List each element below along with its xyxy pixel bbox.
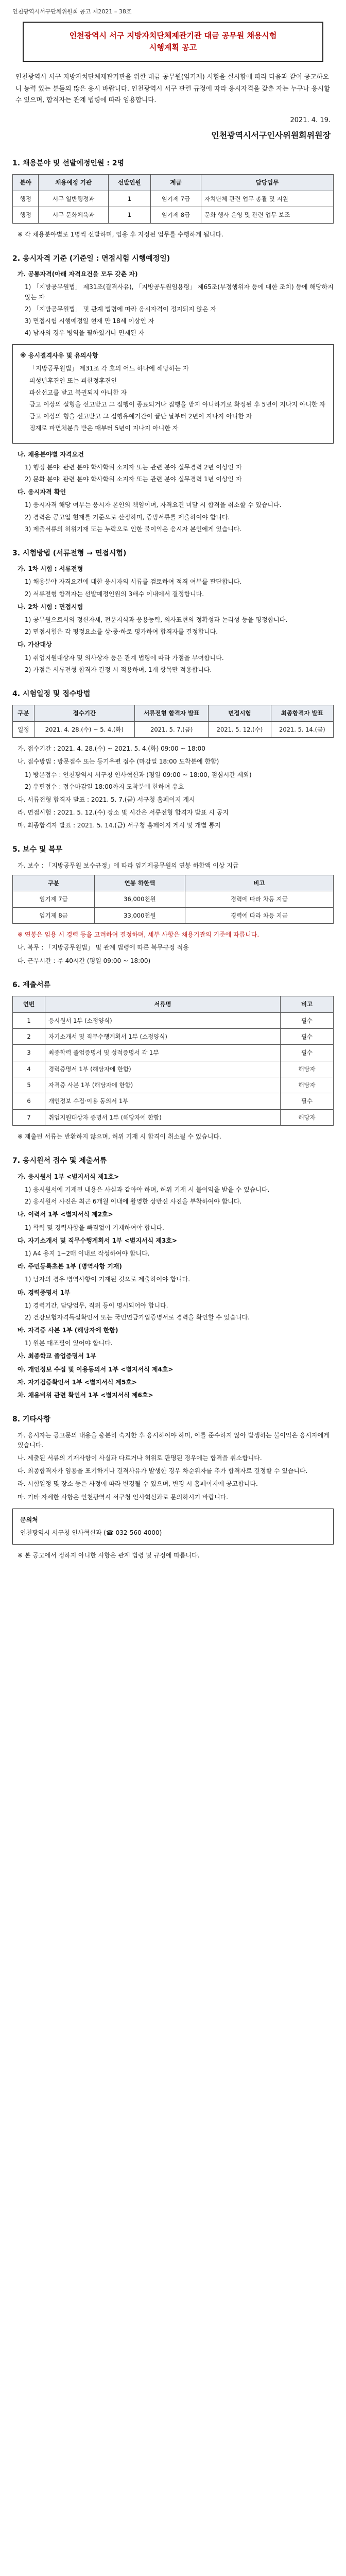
- list-item: 1) A4 용지 1~2매 이내로 작성하여야 합니다.: [25, 1249, 150, 1257]
- table-cell: 자치단체 관련 업무 총괄 및 지원: [201, 191, 334, 207]
- list-item: 피성년후견인 또는 피한정후견인: [29, 377, 117, 384]
- table-cell: 응시원서 1부 (소정양식): [45, 1012, 281, 1028]
- col-header: 계급: [151, 175, 201, 191]
- col-header: 접수기간: [34, 705, 134, 721]
- title-box: [23, 22, 323, 62]
- list-item: 마. 기타 자세한 사항은 인천광역시 서구청 인사혁신과로 문의하시기 바랍니다.: [18, 1493, 229, 1501]
- table-cell: 행정: [13, 191, 39, 207]
- list-item: 1) 공무원으로서의 정신자세, 전문지식과 응용능력, 의사표현의 정확성과 논리성 등을 평정합니다.: [25, 616, 288, 624]
- list-item: 1) 남자의 경우 병역사항이 기재된 것으로 제출하여야 합니다.: [25, 1276, 191, 1283]
- section-1-title: 1. 채용분야 및 선발예정인원 : 2명: [12, 159, 125, 167]
- list-item: 마. 경력증명서 1부: [18, 1289, 71, 1296]
- col-header: 면접시험: [209, 705, 271, 721]
- table-cell: 3: [13, 1045, 45, 1061]
- list-item: 라. 시험일정 및 장소 등은 사정에 따라 변경될 수 있으며, 변경 시 홈페이지에 공고합니다.: [18, 1480, 258, 1488]
- list-item: 가. 1차 시험 : 서류전형: [18, 565, 83, 573]
- col-header: 서류명: [45, 996, 281, 1012]
- table-row: [13, 721, 334, 737]
- recruitment-table: [12, 174, 334, 223]
- col-header: 구분: [13, 705, 34, 721]
- table-cell: 경력에 따라 차등 지급: [185, 907, 333, 923]
- table-cell: 취업지원대상자 증명서 1부 (해당자에 한함): [45, 1109, 281, 1125]
- col-header: 분야: [13, 175, 39, 191]
- table-cell: 2: [13, 1028, 45, 1044]
- table-row: [13, 907, 334, 923]
- list-item: 나. 접수방법 : 방문접수 또는 등기우편 접수 (마감일 18:00 도착분에 한함): [18, 758, 219, 766]
- table-cell: 4: [13, 1061, 45, 1077]
- table-row: [13, 1077, 334, 1093]
- table-cell: 임기제 8급: [13, 907, 95, 923]
- section-6-note: ※ 제출된 서류는 반환하지 않으며, 허위 기재 시 합격이 취소될 수 있습니다.: [18, 1133, 221, 1141]
- list-item: 1) 채용분야 자격요건에 대한 응시자의 서류를 검토하여 적격 여부를 판단합니다.: [25, 578, 242, 586]
- table-cell: 5: [13, 1077, 45, 1093]
- list-item: 나. 제출된 서류의 기재사항이 사실과 다르거나 허위로 판명된 경우에는 합격을 취소합니다.: [18, 1454, 262, 1462]
- table-cell: 경력증명서 1부 (해당자에 한함): [45, 1061, 281, 1077]
- list-item: 다. 가산대상: [18, 641, 52, 649]
- list-item: 4) 남자의 경우 병역을 필하였거나 면제된 자: [25, 329, 145, 337]
- col-header: 최종합격자 발표: [271, 705, 333, 721]
- list-item: 1) 응시원서에 기재된 내용은 사실과 같아야 하며, 허위 기재 시 불이익을 받을 수 있습니다.: [25, 1186, 270, 1194]
- table-cell: 6: [13, 1093, 45, 1109]
- table-cell: 1: [13, 1012, 45, 1028]
- list-item: 나. 2차 시험 : 면접시험: [18, 603, 83, 611]
- list-item: 바. 자격증 사본 1부 (해당자에 한함): [18, 1327, 118, 1334]
- intro-text: 인천광역시 서구 지방자치단체제관기관을 위한 대금 공무원(임기제) 시험을 실시함에 따라 다음과 같이 공고하오니 능력 있는 분들의 많은 응시 바랍니다. 인천광역시 서구 관련 규정에 따라 응시자격을 갖춘 자는 누구나 응시할 수 있으며, 합격자는 관계 법령에 따라 임용합니다.: [15, 73, 330, 104]
- col-header: 비고: [281, 996, 334, 1012]
- section-1-note: ※ 각 채용분야별로 1명씩 선발하며, 임용 후 지정된 업무를 수행하게 됩니다.: [18, 230, 223, 238]
- list-item: 사. 최종학교 졸업증명서 1부: [18, 1352, 96, 1360]
- issuing-organization: 인천광역시서구인사위원회위원장: [211, 130, 331, 141]
- list-item: 1) 학력 및 경력사항을 빠짐없이 기재하여야 합니다.: [25, 1224, 164, 1231]
- closing-note: ※ 본 공고에서 정하지 아니한 사항은 관계 법령 및 규정에 따릅니다.: [18, 1552, 200, 1560]
- section-8-title: 8. 기타사항: [12, 1415, 51, 1424]
- list-item: 2) 건강보험자격득실확인서 또는 국민연금가입증명서로 경력을 확인할 수 있습니다.: [25, 1313, 250, 1321]
- list-item: 가. 응시자는 공고문의 내용을 충분히 숙지한 후 응시하여야 하며, 이를 준수하지 않아 발생하는 불이익은 응시자에게 있습니다.: [18, 1431, 330, 1449]
- table-row: [13, 1061, 334, 1077]
- table-cell: 해당자: [281, 1061, 334, 1077]
- col-header: 구분: [13, 875, 95, 891]
- table-cell: 필수: [281, 1045, 334, 1061]
- section-2-title: 2. 응시자격 기준 (기준일 : 면접시험 시행예정일): [12, 254, 170, 263]
- table-row: [13, 1012, 334, 1028]
- table-cell: 서구 문화체육과: [39, 207, 108, 223]
- list-item: 나. 이력서 1부 <별지서식 제2호>: [18, 1211, 113, 1218]
- list-item: 1) 방문접수 : 인천광역시 서구청 인사혁신과 (평일 09:00 ~ 18:00, 점심시간 제외): [25, 771, 252, 778]
- table-row: [13, 207, 334, 223]
- list-item: 다. 자기소개서 및 직무수행계획서 1부 <별지서식 제3호>: [18, 1236, 177, 1244]
- table-cell: 1: [108, 191, 150, 207]
- list-item: 나. 채용분야별 자격요건: [18, 450, 84, 458]
- list-item: 2) 응시원서 사진은 최근 6개월 이내에 촬영한 상반신 사진을 부착하여야 합니다.: [25, 1198, 242, 1206]
- col-header: 담당업무: [201, 175, 334, 191]
- table-cell: 2021. 4. 28.(수) ~ 5. 4.(화): [34, 721, 134, 737]
- notice-number: 인천광역시서구단체위원회 공고 제2021 – 38호: [12, 8, 132, 15]
- list-item: 1) 원본 대조필이 있어야 합니다.: [25, 1340, 113, 1347]
- table-cell: 최종학력 졸업증명서 및 성적증명서 각 1부: [45, 1045, 281, 1061]
- list-item: 마. 최종합격자 발표 : 2021. 5. 14.(금) 서구청 홈페이지 게시 및 개별 통지: [18, 822, 221, 829]
- col-header: 서류전형 합격자 발표: [135, 705, 209, 721]
- list-item: 금고 이상의 실형을 선고받고 그 집행이 종료되거나 집행을 받지 아니하기로 확정된 후 5년이 지나지 아니한 자: [29, 401, 325, 408]
- list-item: 1) 「지방공무원법」 제31조(결격사유), 「지방공무원임용령」 제65조(부정행위자 등에 대한 조치) 등에 해당하지 않는 자: [25, 283, 334, 301]
- list-item: 2) 면접시험은 각 평정요소를 상·중·하로 평가하여 합격자를 결정합니다.: [25, 628, 218, 636]
- section-3-title: 3. 시험방법 (서류전형 → 면접시험): [12, 549, 127, 557]
- list-item: 1) 경력기간, 담당업무, 직위 등이 명시되어야 합니다.: [25, 1301, 168, 1309]
- list-item: 다. 근무시간 : 주 40시간 (평일 09:00 ~ 18:00): [18, 957, 151, 964]
- list-item: 1) 취업지원대상자 및 의사상자 등은 관계 법령에 따라 가점을 부여합니다.: [25, 654, 224, 662]
- schedule-table: [12, 705, 334, 738]
- section-5-title: 5. 보수 및 복무: [12, 845, 63, 854]
- section-7-title: 7. 응시원서 접수 및 제출서류: [12, 1157, 107, 1165]
- contact-label: 문의처: [20, 1516, 38, 1523]
- list-item: 라. 주민등록초본 1부 (병역사항 기재): [18, 1263, 122, 1270]
- list-item: 다. 최종합격자가 임용을 포기하거나 결격사유가 발생한 경우 차순위자를 추가 합격자로 결정할 수 있습니다.: [18, 1467, 308, 1475]
- table-cell: 2021. 5. 12.(수): [209, 721, 271, 737]
- table-cell: 임기제 7급: [151, 191, 201, 207]
- table-cell: 1: [108, 207, 150, 223]
- list-item: 2) 우편접수 : 접수마감일 18:00까지 도착분에 한하여 유효: [25, 783, 184, 790]
- list-item: 나. 복무 : 「지방공무원법」 및 관계 법령에 따른 복무규정 적용: [18, 944, 189, 952]
- table-cell: 7: [13, 1109, 45, 1125]
- title-line1: 인천광역시 서구 지방자치단체제관기관 대금 공무원 채용시험: [69, 30, 277, 40]
- list-item: 1) 행정 분야: 관련 분야 학사학위 소지자 또는 관련 분야 실무경력 2년 이상인 자: [25, 463, 242, 471]
- list-item: 다. 서류전형 합격자 발표 : 2021. 5. 7.(금) 서구청 홈페이지 게시: [18, 795, 195, 803]
- contact-box: [12, 1509, 334, 1545]
- list-item: 가. 접수기간 : 2021. 4. 28.(수) ~ 2021. 5. 4.(화) 09:00 ~ 18:00: [18, 745, 205, 753]
- list-item: 「지방공무원법」 제31조 각 호의 어느 하나에 해당하는 자: [29, 365, 189, 372]
- table-cell: 임기제 7급: [13, 891, 95, 907]
- table-cell: 2021. 5. 14.(금): [271, 721, 333, 737]
- note-box-title: ※ 응시결격사유 및 유의사항: [20, 352, 98, 360]
- table-cell: 2021. 5. 7.(금): [135, 721, 209, 737]
- list-item: 2) 가점은 서류전형 합격자 결정 시 적용하며, 1개 항목만 적용합니다.: [25, 666, 212, 673]
- table-row: [13, 1109, 334, 1125]
- table-cell: 개인정보 수집·이용 동의서 1부: [45, 1093, 281, 1109]
- table-cell: 서구 일반행정과: [39, 191, 108, 207]
- table-cell: 필수: [281, 1093, 334, 1109]
- list-item: 라. 면접시험 : 2021. 5. 12.(수) 장소 및 시간은 서류전형 합격자 발표 시 공지: [18, 809, 229, 817]
- section-4-title: 4. 시험일정 및 접수방법: [12, 689, 91, 698]
- pay-note: ※ 연봉은 임용 시 경력 등을 고려하여 결정하며, 세부 사항은 채용기관의 기준에 따릅니다.: [18, 931, 260, 939]
- list-item: 금고 이상의 형을 선고받고 그 집행유예기간이 끝난 날부터 2년이 지나지 아니한 자: [29, 413, 252, 420]
- table-cell: 해당자: [281, 1109, 334, 1125]
- table-cell: 필수: [281, 1012, 334, 1028]
- disqualification-note-box: [12, 344, 334, 443]
- table-row: [13, 1045, 334, 1061]
- col-header: 선발인원: [108, 175, 150, 191]
- table-cell: 일정: [13, 721, 34, 737]
- list-item: 징계로 파면처분을 받은 때부터 5년이 지나지 아니한 자: [29, 425, 179, 432]
- list-item: 파산선고를 받고 복권되지 아니한 자: [29, 388, 127, 396]
- list-item: 2) 문화 분야: 관련 분야 학사학위 소지자 또는 관련 분야 실무경력 1년 이상인 자: [25, 475, 242, 483]
- list-item: 1) 응시자격 해당 여부는 응시자 본인의 책임이며, 자격요건 미달 시 합격을 취소할 수 있습니다.: [25, 501, 282, 509]
- list-item: 3) 면접시험 시행예정일 현재 만 18세 이상인 자: [25, 317, 154, 325]
- title-line2: 시행계획 공고: [149, 43, 197, 53]
- table-row: [13, 1093, 334, 1109]
- list-item: 가. 공통자격(아래 자격요건을 모두 갖춘 자): [18, 270, 138, 278]
- table-cell: 해당자: [281, 1077, 334, 1093]
- list-item: 2) 경력은 공고일 현재를 기준으로 산정하며, 증빙서류를 제출하여야 합니다.: [25, 513, 230, 521]
- list-item: 아. 개인정보 수집 및 이용동의서 1부 <별지서식 제4호>: [18, 1365, 174, 1373]
- table-cell: 경력에 따라 차등 지급: [185, 891, 333, 907]
- list-item: 가. 보수 : 「지방공무원 보수규정」에 따라 임기제공무원의 연봉 하한액 이상 지급: [18, 861, 239, 869]
- table-cell: 자격증 사본 1부 (해당자에 한함): [45, 1077, 281, 1093]
- list-item: 다. 응시자격 확인: [18, 488, 66, 496]
- col-header: 연번: [13, 996, 45, 1012]
- list-item: 2) 서류전형 합격자는 선발예정인원의 3배수 이내에서 결정합니다.: [25, 590, 204, 598]
- table-cell: 임기제 8급: [151, 207, 201, 223]
- table-cell: 36,000천원: [95, 891, 185, 907]
- table-row: [13, 1028, 334, 1044]
- pay-table: [12, 875, 334, 924]
- notice-date: 2021. 4. 19.: [290, 116, 331, 124]
- table-cell: 필수: [281, 1028, 334, 1044]
- documents-table: [12, 996, 334, 1126]
- list-item: 자. 자기검증확인서 1부 <별지서식 제5호>: [18, 1378, 137, 1386]
- col-header: 연봉 하한액: [95, 875, 185, 891]
- table-cell: 행정: [13, 207, 39, 223]
- list-item: 차. 채용비위 관련 확인서 1부 <별지서식 제6호>: [18, 1392, 153, 1399]
- table-row: [13, 191, 334, 207]
- col-header: 비고: [185, 875, 333, 891]
- table-cell: 33,000천원: [95, 907, 185, 923]
- section-6-title: 6. 제출서류: [12, 980, 51, 989]
- list-item: 3) 제출서류의 허위기재 또는 누락으로 인한 불이익은 응시자 본인에게 있습니다.: [25, 525, 242, 533]
- table-cell: 자기소개서 및 직무수행계획서 1부 (소정양식): [45, 1028, 281, 1044]
- list-item: 가. 응시원서 1부 <별지서식 제1호>: [18, 1173, 119, 1180]
- list-item: 2) 「지방공무원법」 및 관계 법령에 따라 응시자격이 정지되지 않은 자: [25, 305, 217, 313]
- table-cell: 문화 행사 운영 및 관련 업무 보조: [201, 207, 334, 223]
- contact-info: 인천광역시 서구청 인사혁신과 (☎ 032-560-4000): [20, 1529, 162, 1536]
- table-row: [13, 891, 334, 907]
- col-header: 채용예정 기관: [39, 175, 108, 191]
